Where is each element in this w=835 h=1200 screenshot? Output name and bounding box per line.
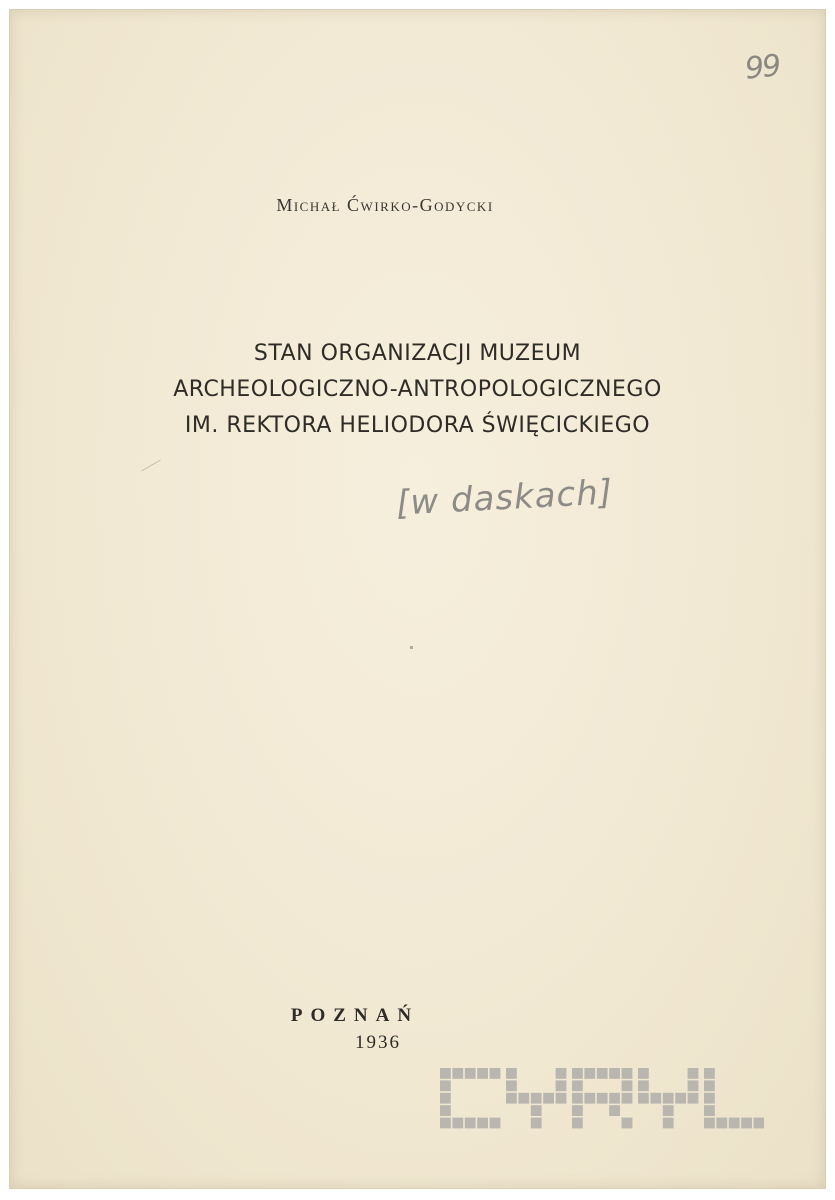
stray-mark [141,460,161,472]
watermark-block [663,1093,674,1104]
watermark-block [572,1105,583,1116]
watermark-block [584,1093,595,1104]
watermark-block [556,1080,567,1091]
watermark-block [609,1105,620,1116]
watermark-block [543,1093,554,1104]
publication-year: 1936 [355,1032,401,1053]
watermark-block [572,1093,583,1104]
watermark-block [716,1118,727,1129]
watermark-block [452,1118,463,1129]
watermark-block [688,1068,699,1079]
watermark-block [490,1118,501,1129]
title-line-3: IM. REKTORA HELIODORA ŚWIĘCICKIEGO [184,413,651,438]
watermark-block [688,1093,699,1104]
watermark-block [650,1093,661,1104]
watermark-block [572,1068,583,1079]
watermark-block [531,1105,542,1116]
watermark-block [754,1118,764,1129]
watermark-block [704,1118,715,1129]
watermark-block [622,1068,633,1079]
watermark-block [597,1068,608,1079]
watermark-block [556,1068,567,1079]
title-line-1: STAN ORGANIZACJI MUZEUM [253,341,582,366]
watermark-block [704,1093,715,1104]
watermark-block [531,1118,542,1129]
watermark-block [506,1080,517,1091]
publication-place: POZNAŃ [290,1005,420,1026]
watermark-block [506,1093,517,1104]
document-title [0,336,835,444]
watermark-block [440,1105,451,1116]
watermark-block [663,1118,674,1129]
watermark-block [490,1068,501,1079]
author-name: Michał Ćwirko-Godycki [276,195,494,215]
watermark-block [452,1068,463,1079]
watermark-block [477,1118,488,1129]
watermark-block [556,1093,567,1104]
watermark-block [440,1118,451,1129]
handwritten-page-number: 99 [743,48,781,87]
watermark-block [622,1080,633,1091]
watermark-block [704,1068,715,1079]
watermark-block [531,1093,542,1104]
watermark-block [704,1080,715,1091]
watermark-block [741,1118,752,1129]
watermark-block [622,1093,633,1104]
watermark-block [477,1068,488,1079]
watermark-block [465,1118,476,1129]
watermark-block [638,1068,649,1079]
watermark-block [675,1093,686,1104]
watermark-block [465,1068,476,1079]
stray-dot [410,646,413,649]
watermark-block [440,1080,451,1091]
watermark-block [663,1105,674,1116]
watermark-block [506,1068,517,1079]
watermark-block [572,1080,583,1091]
watermark-block [688,1080,699,1091]
watermark-block [609,1068,620,1079]
handwritten-note: [w daskach] [395,472,614,524]
watermark-block [622,1118,633,1129]
watermark-block [638,1093,649,1104]
title-line-2: ARCHEOLOGICZNO-ANTROPOLOGICZNEGO [173,377,662,402]
cyryl-watermark-logo [440,1068,764,1132]
watermark-block [704,1105,715,1116]
watermark-block [518,1093,529,1104]
watermark-block [440,1093,451,1104]
watermark-block [572,1118,583,1129]
watermark-block [638,1080,649,1091]
watermark-block [609,1093,620,1104]
watermark-block [729,1118,740,1129]
watermark-block [584,1068,595,1079]
watermark-block [440,1068,451,1079]
watermark-block [597,1093,608,1104]
